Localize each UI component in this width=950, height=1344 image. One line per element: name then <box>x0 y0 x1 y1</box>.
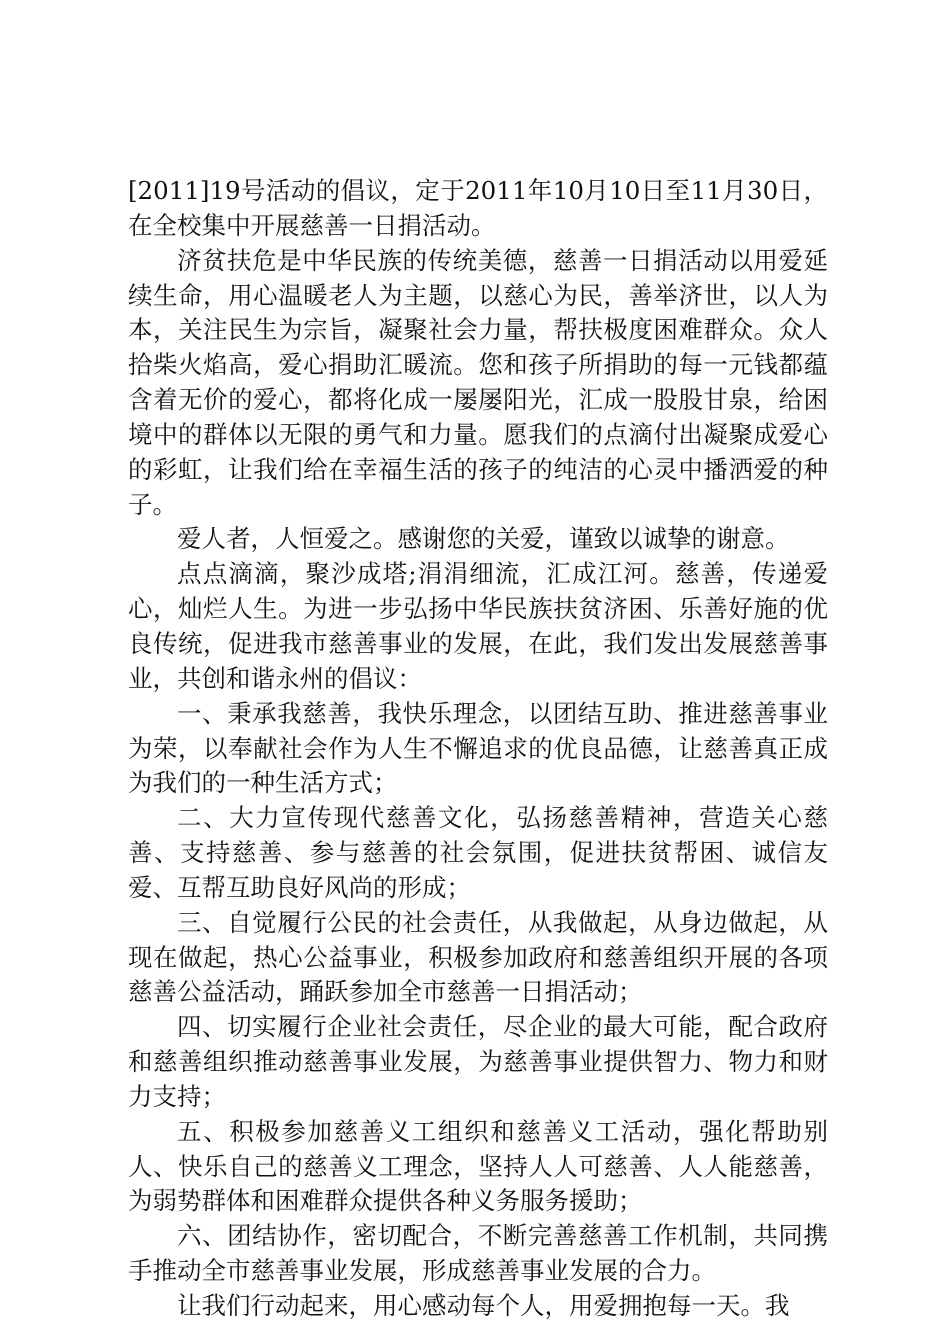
paragraph-item-1: 一、秉承我慈善，我快乐理念，以团结互助、推进慈善事业为荣，以奉献社会作为人生不懈追求的优良品德，让慈善真正成为我们的一种生活方式； <box>128 698 828 798</box>
paragraph-item-6: 六、团结协作，密切配合，不断完善慈善工作机制，共同携手推动全市慈善事业发展，形成慈善事业发展的合力。 <box>128 1221 828 1286</box>
paragraph-continuation: [2011]19号活动的倡议，定于2011年10月10日至11月30日，在全校集中开展慈善一日捐活动。 <box>128 176 828 240</box>
paragraph-closing: 让我们行动起来，用心感动每个人，用爱拥抱每一天。我 <box>177 1291 790 1320</box>
document-body <box>128 174 828 1324</box>
paragraph-item-2: 二、大力宣传现代慈善文化，弘扬慈善精神，营造关心慈善、支持慈善、参与慈善的社会氛围，促进扶贫帮困、诚信友爱、互帮互助良好风尚的形成； <box>128 803 828 902</box>
paragraph-item-3: 三、自觉履行公民的社会责任，从我做起，从身边做起，从现在做起，热心公益事业，积极参加政府和慈善组织开展的各项慈善公益活动，踊跃参加全市慈善一日捐活动； <box>128 907 828 1007</box>
paragraph-item-4: 四、切实履行企业社会责任，尽企业的最大可能，配合政府和慈善组织推动慈善事业发展，为慈善事业提供智力、物力和财力支持； <box>128 1012 828 1111</box>
paragraph-initiative-intro: 点点滴滴，聚沙成塔;涓涓细流，汇成江河。慈善，传递爱心，灿烂人生。为进一步弘扬中华民族扶贫济困、乐善好施的优良传统，促进我市慈善事业的发展，在此，我们发出发展慈善事业，共创和谐永州的倡议： <box>128 559 828 693</box>
paragraph-thanks: 爱人者，人恒爱之。感谢您的关爱，谨致以诚挚的谢意。 <box>177 524 790 554</box>
paragraph-item-5: 五、积极参加慈善义工组织和慈善义工活动，强化帮助别人、快乐自己的慈善义工理念，坚持人人可慈善、人人能慈善，为弱势群体和困难群众提供各种义务服务援助； <box>128 1116 828 1216</box>
paragraph-charity-purpose: 济贫扶危是中华民族的传统美德，慈善一日捐活动以用爱延续生命，用心温暖老人为主题，以慈心为民，善举济世，以人为本，关注民生为宗旨，凝聚社会力量，帮扶极度困难群众。众人拾柴火焰高，爱心捐助汇暖流。您和孩子所捐助的每一元钱都蕴含着无价的爱心，都将化成一屡屡阳光，汇成一股股甘泉，给困境中的群体以无限的勇气和力量。愿我们的点滴付出凝聚成爱心的彩虹，让我们给在幸福生活的孩子的纯洁的心灵中播洒爱的种子。 <box>128 245 828 519</box>
